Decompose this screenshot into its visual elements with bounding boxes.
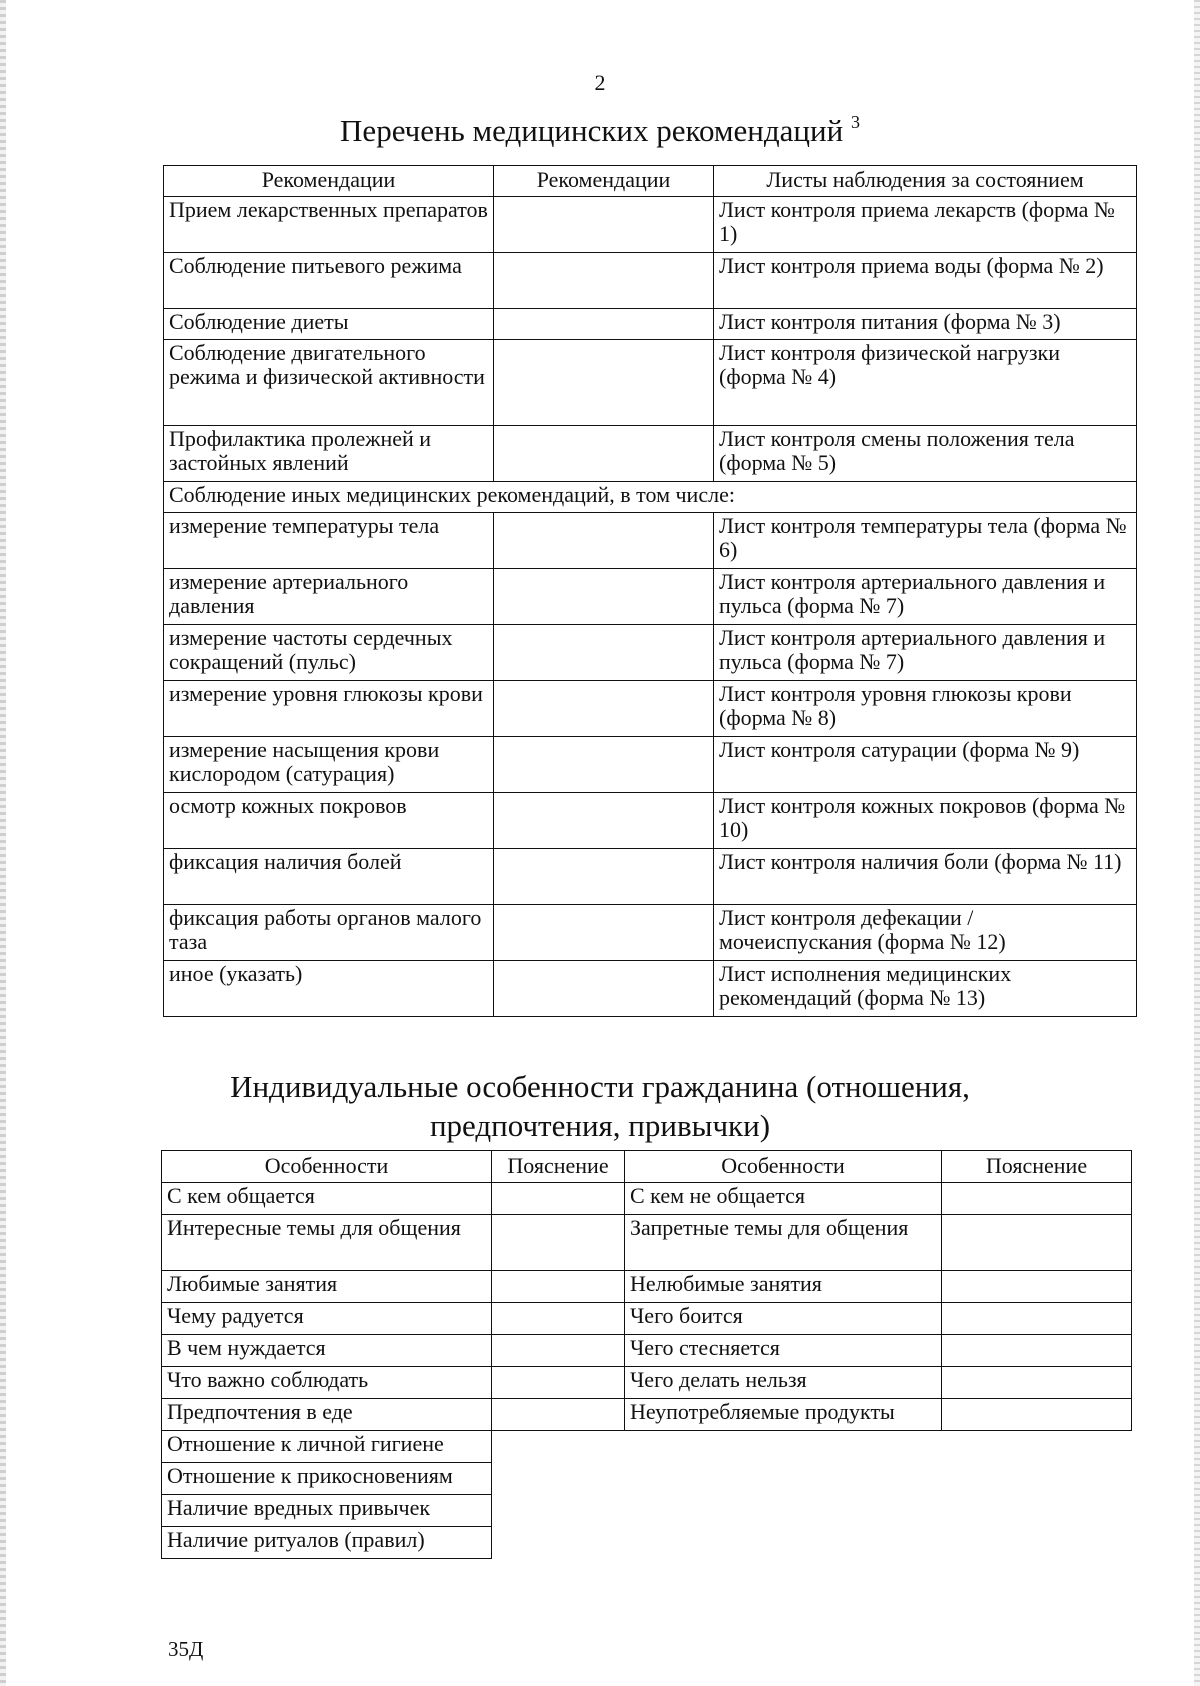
table-row [162,1495,1132,1527]
explanation-input-cell[interactable] [492,1271,625,1303]
empty-cell [625,1527,942,1559]
feature-cell: Нелюбимые занятия [625,1271,942,1303]
recommendation-input-cell[interactable] [494,905,714,961]
explanation-input-cell[interactable] [942,1399,1132,1431]
feature-cell: Чего боится [625,1303,942,1335]
recommendation-cell: измерение частоты сердечных сокращений (пульс) [164,625,494,681]
feature-cell: Интересные темы для общения [162,1215,492,1271]
table-row [162,1335,1132,1367]
other-recommendations-subheading: Соблюдение иных медицинских рекомендаций, в том числе: [164,482,1137,513]
empty-cell [492,1463,625,1495]
feature-cell: Наличие вредных привычек [162,1495,492,1527]
feature-cell: Отношение к личной гигиене [162,1431,492,1463]
table-row [162,1463,1132,1495]
feature-cell: С кем не общается [625,1183,942,1215]
observation-sheet-cell: Лист контроля смены положения тела (форма № 5) [714,426,1137,482]
empty-cell [625,1431,942,1463]
feature-cell: Чему радуется [162,1303,492,1335]
explanation-input-cell[interactable] [942,1367,1132,1399]
table-row [162,1431,1132,1463]
feature-cell: Что важно соблюдать [162,1367,492,1399]
observation-sheet-cell: Лист контроля температуры тела (форма № 6) [714,513,1137,569]
footnote-mark: 3 [850,111,860,132]
header-explanation-left: Пояснение [492,1151,625,1183]
footer-code: 35Д [168,1637,204,1661]
table-row [162,1527,1132,1559]
feature-cell: Неупотребляемые продукты [625,1399,942,1431]
header-observation-sheets: Листы наблюдения за состоянием [714,166,1137,197]
recommendation-cell: осмотр кожных покровов [164,793,494,849]
empty-cell [942,1431,1132,1463]
table-row [164,681,1137,737]
explanation-input-cell[interactable] [942,1303,1132,1335]
recommendation-cell: Прием лекарственных препаратов [164,197,494,253]
observation-sheet-cell: Лист контроля кожных покровов (форма № 10) [714,793,1137,849]
table-row [162,1183,1132,1215]
empty-cell [942,1495,1132,1527]
observation-sheet-cell: Лист контроля питания (форма № 3) [714,309,1137,340]
observation-sheet-cell: Лист контроля приема лекарств (форма № 1) [714,197,1137,253]
explanation-input-cell[interactable] [492,1183,625,1215]
recommendation-cell: Профилактика пролежней и застойных явлений [164,426,494,482]
observation-sheet-cell: Лист контроля артериального давления и пульса (форма № 7) [714,569,1137,625]
table-row [162,1399,1132,1431]
empty-cell [492,1495,625,1527]
recommendation-input-cell[interactable] [494,793,714,849]
explanation-input-cell[interactable] [492,1367,625,1399]
table-row [164,625,1137,681]
table-row [164,253,1137,309]
recommendation-cell: фиксация работы органов малого таза [164,905,494,961]
table-row [164,793,1137,849]
explanation-input-cell[interactable] [942,1271,1132,1303]
table-row [164,340,1137,426]
observation-sheet-cell: Лист контроля физической нагрузки (форма № 4) [714,340,1137,426]
feature-cell: Запретные темы для общения [625,1215,942,1271]
observation-sheet-cell: Лист контроля артериального давления и пульса (форма № 7) [714,625,1137,681]
feature-cell: Предпочтения в еде [162,1399,492,1431]
table-row [164,849,1137,905]
recommendation-input-cell[interactable] [494,309,714,340]
recommendation-input-cell[interactable] [494,625,714,681]
table-row [162,1271,1132,1303]
recommendation-cell: измерение артериального давления [164,569,494,625]
feature-cell: С кем общается [162,1183,492,1215]
observation-sheet-cell: Лист контроля уровня глюкозы крови (форма № 8) [714,681,1137,737]
feature-cell: Отношение к прикосновениям [162,1463,492,1495]
observation-sheet-cell: Лист контроля приема воды (форма № 2) [714,253,1137,309]
recommendation-cell: иное (указать) [164,961,494,1017]
feature-cell: Чего стесняется [625,1335,942,1367]
explanation-input-cell[interactable] [942,1335,1132,1367]
observation-sheet-cell: Лист контроля сатурации (форма № 9) [714,737,1137,793]
feature-cell: Наличие ритуалов (правил) [162,1527,492,1559]
header-features-right: Особенности [625,1151,942,1183]
page-number: 2 [594,70,606,95]
feature-cell: Любимые занятия [162,1271,492,1303]
table-row [164,197,1137,253]
observation-sheet-cell: Лист исполнения медицинских рекомендаций (форма № 13) [714,961,1137,1017]
empty-cell [942,1463,1132,1495]
table-row [162,1367,1132,1399]
explanation-input-cell[interactable] [492,1215,625,1271]
recommendation-input-cell[interactable] [494,961,714,1017]
table-row [164,569,1137,625]
recommendation-input-cell[interactable] [494,340,714,426]
explanation-input-cell[interactable] [492,1399,625,1431]
table-subheading-row [164,482,1137,513]
scan-edge-left [0,0,6,1686]
recommendation-cell: измерение температуры тела [164,513,494,569]
table-row [164,905,1137,961]
recommendation-input-cell[interactable] [494,569,714,625]
explanation-input-cell[interactable] [942,1183,1132,1215]
recommendation-input-cell[interactable] [494,197,714,253]
recommendation-cell: Соблюдение питьевого режима [164,253,494,309]
recommendation-cell: фиксация наличия болей [164,849,494,905]
explanation-input-cell[interactable] [492,1335,625,1367]
section-title-individual-features: Индивидуальные особенности гражданина (отношения, предпочтения, привычки) [230,1069,970,1143]
empty-cell [492,1527,625,1559]
observation-sheet-cell: Лист контроля наличия боли (форма № 11) [714,849,1137,905]
table-header-row [164,166,1137,197]
empty-cell [625,1463,942,1495]
recommendation-input-cell[interactable] [494,253,714,309]
recommendation-input-cell[interactable] [494,849,714,905]
table-row [162,1215,1132,1271]
table-row [164,426,1137,482]
explanation-input-cell[interactable] [492,1303,625,1335]
recommendation-cell: измерение уровня глюкозы крови [164,681,494,737]
table-row [164,961,1137,1017]
table-row [162,1303,1132,1335]
recommendation-input-cell[interactable] [494,513,714,569]
empty-cell [492,1431,625,1463]
recommendation-cell: измерение насыщения крови кислородом (сатурация) [164,737,494,793]
feature-cell: Чего делать нельзя [625,1367,942,1399]
section-title-text: Перечень медицинских рекомендаций [340,113,844,148]
header-recommendations-2: Рекомендации [494,166,714,197]
table-header-row [162,1151,1132,1183]
empty-cell [625,1495,942,1527]
recommendation-input-cell[interactable] [494,426,714,482]
scan-edge-right [1194,0,1200,1686]
recommendation-input-cell[interactable] [494,737,714,793]
table-row [164,309,1137,340]
recommendation-cell: Соблюдение двигательного режима и физической активности [164,340,494,426]
feature-cell: В чем нуждается [162,1335,492,1367]
recommendation-cell: Соблюдение диеты [164,309,494,340]
explanation-input-cell[interactable] [942,1215,1132,1271]
header-recommendations: Рекомендации [164,166,494,197]
observation-sheet-cell: Лист контроля дефекации / мочеиспускания (форма № 12) [714,905,1137,961]
recommendations-table [163,165,1137,1017]
individual-features-table [161,1150,1132,1559]
table-row [164,737,1137,793]
section-title-recommendations [0,112,1200,149]
recommendation-input-cell[interactable] [494,681,714,737]
header-features-left: Особенности [162,1151,492,1183]
empty-cell [942,1527,1132,1559]
header-explanation-right: Пояснение [942,1151,1132,1183]
table-row [164,513,1137,569]
